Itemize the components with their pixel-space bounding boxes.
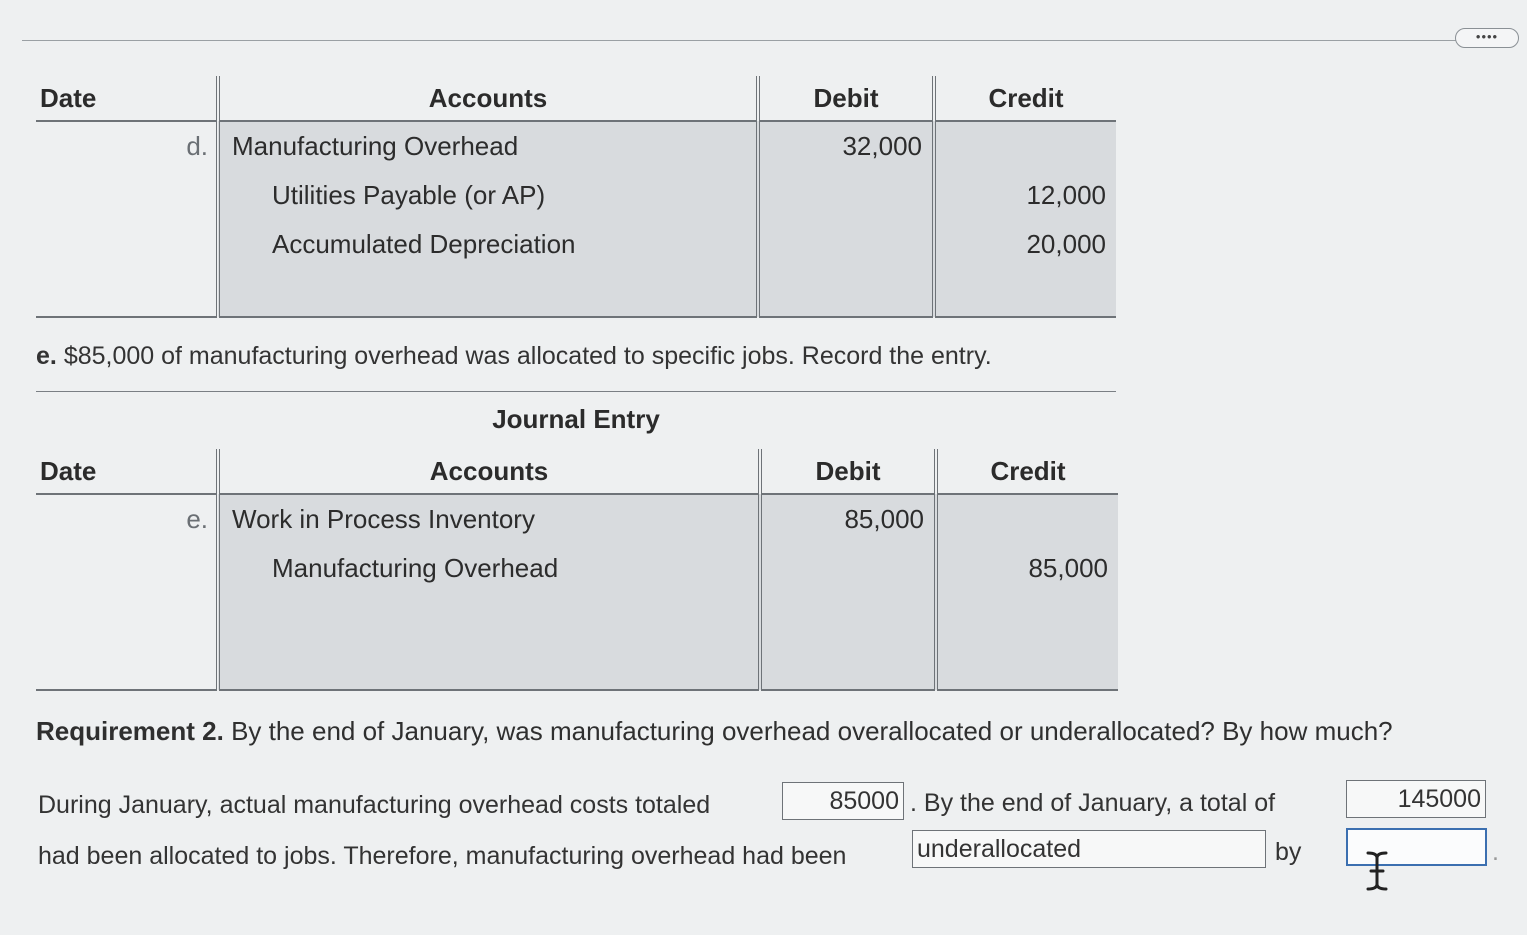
requirement-question: By the end of January, was manufacturing overhead overallocated or underallocated? By how much? <box>231 716 1393 746</box>
requirement-label: Requirement 2. <box>36 716 224 746</box>
more-options-button[interactable]: •••• <box>1455 28 1519 48</box>
credit-column <box>936 494 1118 690</box>
debit-column <box>758 121 934 317</box>
credit-amount[interactable] <box>936 122 1116 171</box>
date-header: Date <box>36 76 218 121</box>
date-column <box>36 121 218 317</box>
journal-entry-title: Journal Entry <box>492 404 660 434</box>
debit-amount[interactable] <box>760 220 932 269</box>
journal-table-e <box>36 449 1118 691</box>
journal-table-d <box>36 76 1116 318</box>
account-line[interactable]: Accumulated Depreciation <box>272 229 576 259</box>
date-header: Date <box>36 449 218 494</box>
debit-header: Debit <box>760 449 936 494</box>
entry-label: e. <box>186 504 208 534</box>
credit-amount[interactable]: 12,000 <box>1026 180 1106 210</box>
credit-header: Credit <box>936 449 1118 494</box>
credit-amount[interactable]: 20,000 <box>1026 229 1106 259</box>
debit-column <box>760 494 936 690</box>
credit-amount[interactable]: 85,000 <box>1028 553 1108 583</box>
accounts-column <box>218 494 760 690</box>
debit-header: Debit <box>758 76 934 121</box>
credit-column <box>934 121 1116 317</box>
allocated-overhead-input[interactable]: 145000 <box>1346 780 1486 818</box>
entry-label: d. <box>186 131 208 161</box>
requirement-2 <box>36 716 1393 747</box>
answer-line1-mid: . By the end of January, a total of <box>910 789 1276 817</box>
credit-amount[interactable] <box>938 495 1118 544</box>
answer-line2-mid: by <box>1275 838 1302 866</box>
account-line[interactable]: Utilities Payable (or AP) <box>272 180 546 210</box>
account-line[interactable]: Work in Process Inventory <box>232 504 535 534</box>
accounts-header: Accounts <box>218 449 760 494</box>
debit-amount[interactable] <box>760 171 932 220</box>
debit-amount[interactable] <box>762 544 934 593</box>
prompt-label: e. <box>36 342 57 370</box>
text-cursor-icon <box>1364 850 1390 892</box>
accounts-header: Accounts <box>218 76 758 121</box>
account-line[interactable]: Manufacturing Overhead <box>272 553 559 583</box>
prompt-e <box>36 342 992 371</box>
accounts-column <box>218 121 758 317</box>
account-line[interactable]: Manufacturing Overhead <box>232 131 519 161</box>
section-divider <box>36 391 1116 392</box>
actual-overhead-input[interactable]: 85000 <box>782 782 904 820</box>
top-divider <box>22 40 1462 41</box>
debit-amount[interactable]: 85,000 <box>844 504 924 534</box>
answer-line2-prefix: had been allocated to jobs. Therefore, manufacturing overhead had been <box>38 842 847 870</box>
answer-line1-prefix: During January, actual manufacturing overhead costs totaled <box>38 791 711 819</box>
date-column <box>36 494 218 690</box>
prompt-text: $85,000 of manufacturing overhead was allocated to specific jobs. Record the entry. <box>63 342 992 370</box>
allocation-status-select[interactable]: underallocated <box>912 830 1266 868</box>
answer-line2-suffix: . <box>1492 838 1499 866</box>
credit-header: Credit <box>934 76 1116 121</box>
debit-amount[interactable]: 32,000 <box>842 131 922 161</box>
